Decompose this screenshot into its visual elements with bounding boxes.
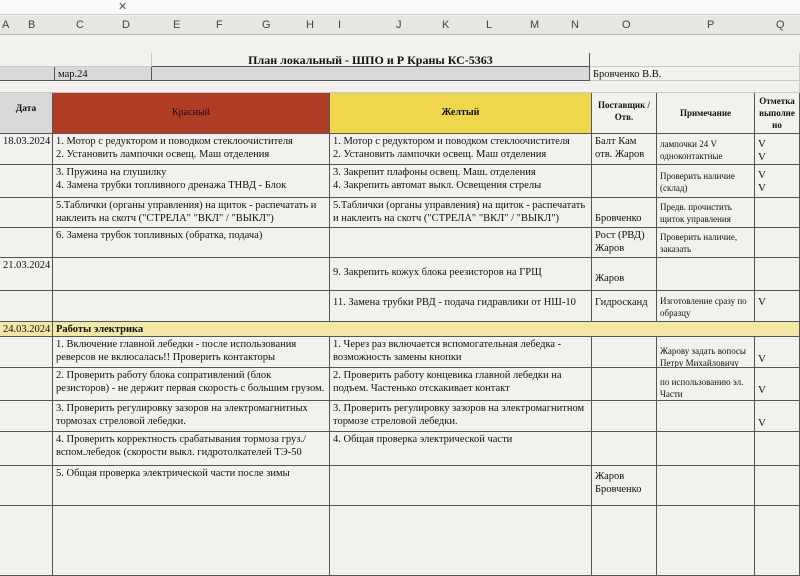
col-header-o[interactable]: O xyxy=(622,19,631,31)
red-task-cell[interactable] xyxy=(53,291,330,322)
red-task-cell[interactable]: 3. Пружина на глушилку 4. Замена трубки топливного дренажа ТНВД - Блок xyxy=(53,165,330,198)
supplier-cell[interactable]: Бровченко xyxy=(592,198,657,228)
yellow-task-cell[interactable]: 1. Мотор с редуктором и поводком стеклоочистителя 2. Установить лампочки освещ. Маш отделения xyxy=(330,134,592,165)
note-cell[interactable]: Проверить наличие (склад) xyxy=(657,165,755,198)
col-header-d[interactable]: D xyxy=(122,19,130,31)
done-check-cell[interactable]: V xyxy=(755,291,800,322)
sheet-title[interactable]: План локальный - ШПО и Р Краны КС-5363 xyxy=(152,53,590,67)
note-cell[interactable]: Проверить наличие, заказать xyxy=(657,228,755,258)
note-cell[interactable]: по использованию эл. Части xyxy=(657,368,755,401)
col-header-j[interactable]: J xyxy=(396,19,402,31)
empty-cell[interactable] xyxy=(755,506,800,576)
date-cell[interactable] xyxy=(0,401,53,432)
date-cell[interactable] xyxy=(0,198,53,228)
supplier-cell[interactable]: Балт Кам отв. Жаров xyxy=(592,134,657,165)
supplier-cell[interactable]: Жаров Бровченко xyxy=(592,466,657,506)
date-cell[interactable] xyxy=(0,165,53,198)
red-task-cell[interactable]: 5. Общая проверка электрической части после зимы xyxy=(53,466,330,506)
col-header-q[interactable]: Q xyxy=(776,19,785,31)
yellow-task-cell[interactable]: 1. Через раз включается вспомогательная лебедка - возможность замены кнопки xyxy=(330,337,592,368)
note-cell[interactable]: Изготовление сразу по образцу xyxy=(657,291,755,322)
yellow-task-cell[interactable]: 3. Закрепит плафоны освещ. Маш. отделения 4. Закрепить автомат выкл. Освещения стрелы xyxy=(330,165,592,198)
supplier-cell[interactable] xyxy=(592,401,657,432)
red-task-cell[interactable]: 1. Мотор с редуктором и поводком стеклоочистителя 2. Установить лампочки освещ. Маш отделения xyxy=(53,134,330,165)
empty-cell[interactable] xyxy=(592,506,657,576)
col-header-f[interactable]: F xyxy=(216,19,223,31)
done-check-cell[interactable] xyxy=(755,466,800,506)
red-task-cell[interactable]: 4. Проверить корректность срабатывания тормоза груз./ вспом.лебедок (скорости выкл. гидротолкателей ТЭ-50 xyxy=(53,432,330,466)
section-title[interactable]: Работы электрика xyxy=(53,322,800,337)
yellow-task-cell[interactable]: 3. Проверить регулировку зазоров на электромагнитном тормозе стреловой лебедки. xyxy=(330,401,592,432)
header-yellow[interactable]: Желтый xyxy=(330,93,592,134)
empty-cell[interactable] xyxy=(590,53,800,67)
empty-cell[interactable] xyxy=(53,506,330,576)
col-header-g[interactable]: G xyxy=(262,19,271,31)
header-note[interactable]: Примечание xyxy=(657,93,755,134)
header-red[interactable]: Красный xyxy=(53,93,330,134)
empty-cell[interactable] xyxy=(657,506,755,576)
note-cell[interactable]: Жарову задать вопосы Петру Михайловичу xyxy=(657,337,755,368)
empty-cell[interactable] xyxy=(0,506,53,576)
col-header-i[interactable]: I xyxy=(338,19,342,31)
yellow-task-cell[interactable]: 5.Таблички (органы управления) на щиток - распечатать и наклеить на скотч ("СТРЕЛА" "ВКЛ" / "ВЫКЛ") xyxy=(330,198,592,228)
cancel-icon[interactable]: ✕ xyxy=(118,1,128,13)
supplier-cell[interactable] xyxy=(592,368,657,401)
col-header-n[interactable]: N xyxy=(571,19,579,31)
date-cell[interactable] xyxy=(0,337,53,368)
red-task-cell[interactable]: 6. Замена трубок топливных (обратка, подача) xyxy=(53,228,330,258)
header-supplier[interactable]: Поставщик / Отв. xyxy=(592,93,657,134)
note-cell[interactable]: лампочки 24 V одноконтактные xyxy=(657,134,755,165)
note-cell[interactable] xyxy=(657,466,755,506)
date-cell[interactable] xyxy=(0,368,53,401)
date-cell[interactable] xyxy=(0,291,53,322)
date-cell[interactable] xyxy=(0,228,53,258)
responsible-cell[interactable]: Бровченко В.В. xyxy=(590,67,800,81)
done-check-cell[interactable]: V xyxy=(755,337,800,368)
empty-cell[interactable] xyxy=(0,53,152,67)
yellow-task-cell[interactable] xyxy=(330,466,592,506)
done-check-cell[interactable] xyxy=(755,432,800,466)
note-cell[interactable] xyxy=(657,401,755,432)
supplier-cell[interactable] xyxy=(592,432,657,466)
section-date-cell[interactable]: 24.03.2024 xyxy=(0,322,53,337)
empty-row[interactable] xyxy=(0,81,800,93)
col-header-k[interactable]: K xyxy=(442,19,450,31)
header-date[interactable]: Дата xyxy=(0,93,53,134)
column-header-bar xyxy=(0,16,800,35)
date-cell[interactable] xyxy=(0,432,53,466)
date-cell[interactable]: 21.03.2024 xyxy=(0,258,53,291)
empty-cell[interactable] xyxy=(152,67,590,81)
yellow-task-cell[interactable]: 11. Замена трубки РВД - подача гидравлики от НШ-10 xyxy=(330,291,592,322)
supplier-cell[interactable]: Гидросканд xyxy=(592,291,657,322)
spreadsheet-grid[interactable] xyxy=(0,35,800,576)
empty-cell[interactable] xyxy=(330,506,592,576)
supplier-cell[interactable]: Жаров xyxy=(592,258,657,291)
col-header-p[interactable]: P xyxy=(707,19,715,31)
done-check-cell[interactable] xyxy=(755,228,800,258)
red-task-cell[interactable] xyxy=(53,258,330,291)
yellow-task-cell[interactable] xyxy=(330,228,592,258)
yellow-task-cell[interactable]: 2. Проверить работу концевика главной лебедки на подъем. Частенько отскакивает контакт xyxy=(330,368,592,401)
formula-bar[interactable] xyxy=(0,0,800,15)
done-check-cell[interactable] xyxy=(755,198,800,228)
done-check-cell[interactable]: V V xyxy=(755,165,800,198)
done-check-cell[interactable]: V xyxy=(755,401,800,432)
done-check-cell[interactable] xyxy=(755,258,800,291)
supplier-cell[interactable]: Рост (РВД) Жаров xyxy=(592,228,657,258)
yellow-task-cell[interactable]: 4. Общая проверка электрической части xyxy=(330,432,592,466)
note-cell[interactable] xyxy=(657,432,755,466)
supplier-cell[interactable] xyxy=(592,337,657,368)
col-header-c[interactable]: C xyxy=(76,19,84,31)
col-header-l[interactable]: L xyxy=(486,19,493,31)
red-task-cell[interactable]: 2. Проверить работу блока сопративлений (блок резисторов) - не держит первая скорость с большим грузом. xyxy=(53,368,330,401)
date-cell[interactable] xyxy=(0,466,53,506)
col-header-e[interactable]: E xyxy=(173,19,181,31)
empty-cell[interactable] xyxy=(0,67,55,81)
col-header-m[interactable]: M xyxy=(530,19,540,31)
done-check-cell[interactable]: V xyxy=(755,368,800,401)
note-cell[interactable] xyxy=(657,258,755,291)
date-cell[interactable]: 18.03.2024 xyxy=(0,134,53,165)
note-cell[interactable]: Предв. прочистить щиток управления xyxy=(657,198,755,228)
yellow-task-cell[interactable]: 9. Закрепить кожух блока реезисторов на ГРЩ xyxy=(330,258,592,291)
col-header-a[interactable]: A xyxy=(2,19,10,31)
supplier-cell[interactable] xyxy=(592,165,657,198)
col-header-h[interactable]: H xyxy=(306,19,314,31)
header-done[interactable]: Отметка выполне но xyxy=(755,93,800,134)
red-task-cell[interactable]: 1. Включение главной лебедки - после использования реверсов не вклюсалась!! Проверить контакторы xyxy=(53,337,330,368)
done-check-cell[interactable]: V V xyxy=(755,134,800,165)
month-cell[interactable]: мар.24 xyxy=(55,67,152,81)
col-header-b[interactable]: B xyxy=(28,19,36,31)
red-task-cell[interactable]: 3. Проверить регулировку зазоров на электромагнитных тормозах стреловой лебедки. xyxy=(53,401,330,432)
red-task-cell[interactable]: 5.Таблички (органы управления) на щиток - распечатать и наклеить на скотч ("СТРЕЛА" "ВКЛ" / "ВЫКЛ") xyxy=(53,198,330,228)
